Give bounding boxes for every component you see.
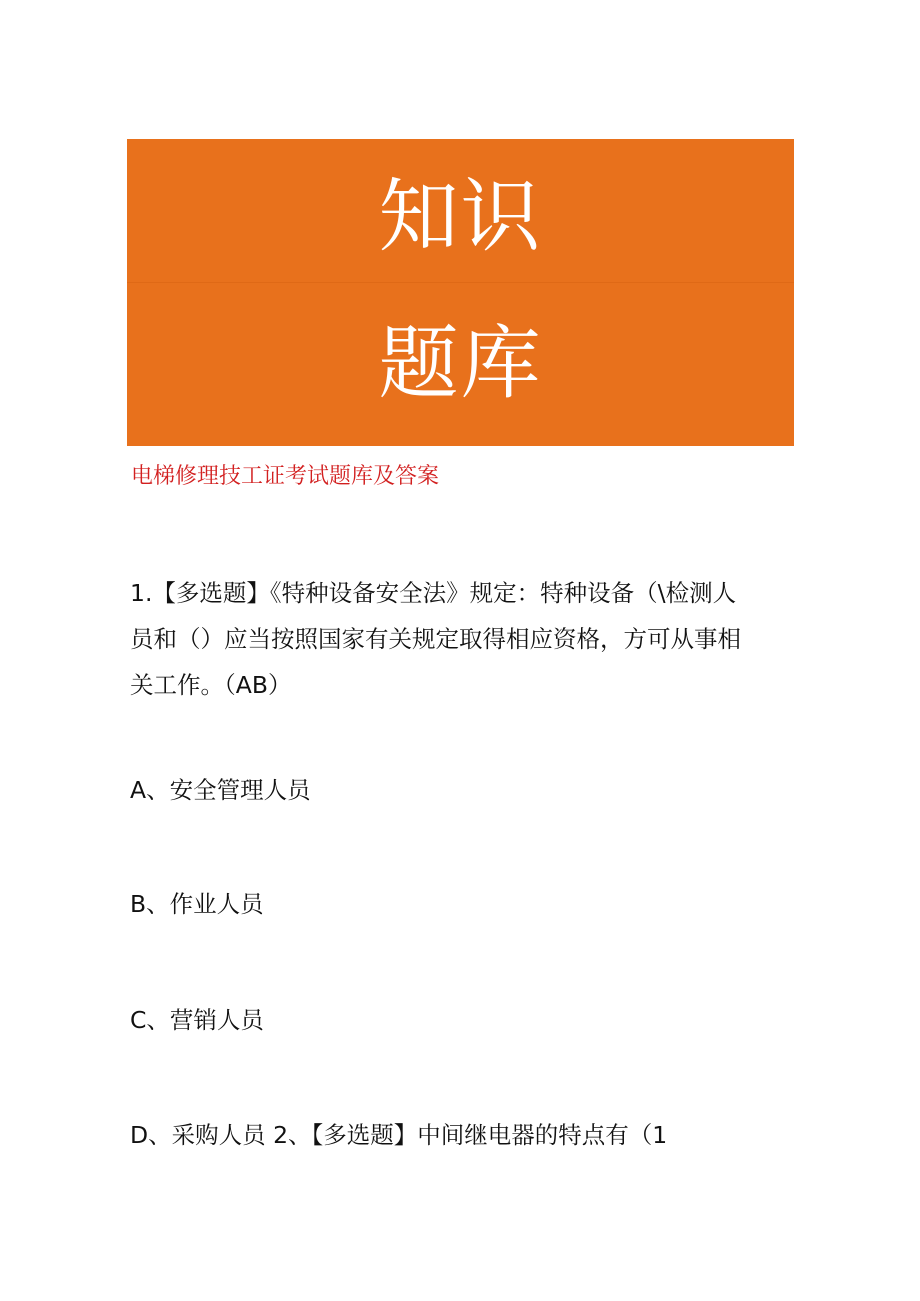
option-a: A、安全管理人员 [130,776,311,804]
question-1-line-2: 员和（）应当按照国家有关规定取得相应资格，方可从事相 [130,625,741,653]
cover-divider [127,282,794,283]
cover-title-line-2: 题库 [378,317,543,410]
option-b: B、作业人员 [130,890,264,918]
option-c: C、营销人员 [130,1006,264,1034]
cover-title-line-1: 知识 [378,170,543,263]
option-d: D、采购人员 2、【多选题】中间继电器的特点有（1 [130,1121,668,1149]
cover-banner [127,139,794,446]
question-1-line-1: 1.【多选题】《特种设备安全法》规定：特种设备（\检测人 [130,579,737,607]
document-title: 电梯修理技工证考试题库及答案 [131,464,440,489]
question-1-line-3: 关工作。（AB） [130,671,292,699]
question-1 [130,570,790,708]
